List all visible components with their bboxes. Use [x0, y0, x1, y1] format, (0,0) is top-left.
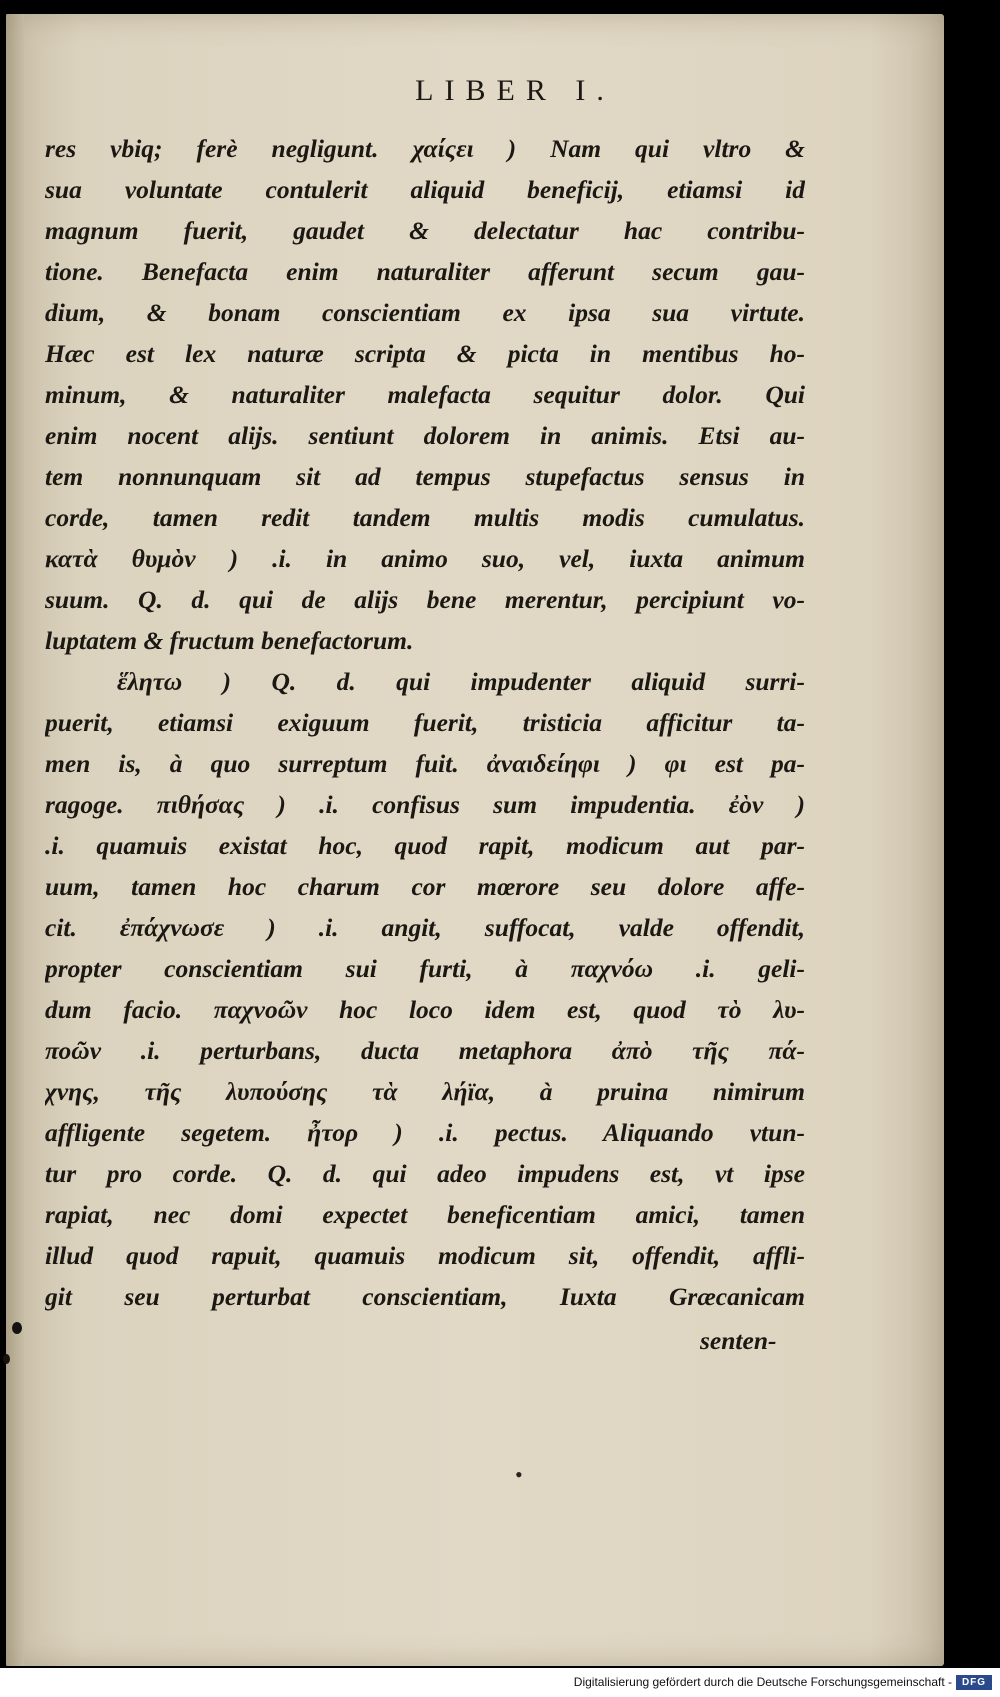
page-gutter-shadow	[6, 14, 24, 1666]
text-line: ragoge. πιθήσας ) .i. confisus sum impudentia. ἐὸν )	[45, 790, 805, 819]
text-line: suum. Q. d. qui de alijs bene merentur, percipiunt vo-	[45, 585, 805, 614]
text-line: uum, tamen hoc charum cor mœrore seu dolore affe-	[45, 872, 805, 901]
body-text	[45, 128, 805, 1317]
text-line: .i. quamuis existat hoc, quod rapit, modicum aut par-	[45, 831, 805, 860]
text-line: dium, & bonam conscientiam ex ipsa sua virtute.	[45, 298, 805, 327]
text-line: illud quod rapuit, quamuis modicum sit, offendit, affli-	[45, 1241, 805, 1270]
text-line: res vbiq; ferè negligunt. χαίςει ) Nam qui vltro &	[45, 134, 805, 163]
text-line: puerit, etiamsi exiguum fuerit, tristicia afficitur ta-	[45, 708, 805, 737]
text-line: git seu perturbat conscientiam, Iuxta Græcanicam	[45, 1282, 805, 1311]
text-line: luptatem & fructum benefactorum.	[45, 626, 414, 655]
dfg-logo: DFG	[956, 1675, 992, 1690]
margin-ink-spot	[3, 1354, 10, 1364]
text-line: cit. ἐπάχνωσε ) .i. angit, suffocat, valde offendit,	[45, 913, 805, 942]
catchword: senten-	[700, 1326, 777, 1355]
text-line: tur pro corde. Q. d. qui adeo impudens est, vt ipse	[45, 1159, 805, 1188]
text-line: ποῶν .i. perturbans, ducta metaphora ἀπὸ τῆς πά-	[45, 1036, 805, 1065]
text-line: ἕλητω ) Q. d. qui impudenter aliquid surri-	[117, 667, 805, 696]
text-line: tione. Benefacta enim naturaliter afferunt secum gau-	[45, 257, 805, 286]
text-line: Hæc est lex naturæ scripta & picta in mentibus ho-	[45, 339, 805, 368]
text-line: men is, à quo surreptum fuit. ἀναιδείηφι ) φι est pa-	[45, 749, 805, 778]
digitization-footer	[0, 1668, 1000, 1697]
text-line: enim nocent alijs. sentiunt dolorem in animis. Etsi au-	[45, 421, 805, 450]
margin-ink-spot	[12, 1322, 22, 1334]
running-head: LIBER I.	[415, 74, 615, 107]
text-line: minum, & naturaliter malefacta sequitur dolor. Qui	[45, 380, 805, 409]
signature-mark: •	[515, 1462, 523, 1487]
text-line: rapiat, nec domi expectet beneficentiam amici, tamen	[45, 1200, 805, 1229]
text-line: magnum fuerit, gaudet & delectatur hac contribu-	[45, 216, 805, 245]
text-line: dum facio. παχνοῶν hoc loco idem est, quod τὸ λυ-	[45, 995, 805, 1024]
text-line: χνης, τῆς λυπούσης τὰ λήϊα, à pruina nimirum	[45, 1077, 805, 1106]
funding-credit: Digitalisierung gefördert durch die Deutsche Forschungsgemeinschaft -	[573, 1675, 952, 1689]
text-line: κατὰ θυμὸν ) .i. in animo suo, vel, iuxta animum	[45, 544, 805, 573]
text-line: propter conscientiam sui furti, à παχνόω .i. geli-	[45, 954, 805, 983]
text-line: corde, tamen redit tandem multis modis cumulatus.	[45, 503, 805, 532]
text-line: tem nonnunquam sit ad tempus stupefactus sensus in	[45, 462, 805, 491]
text-line: sua voluntate contulerit aliquid beneficij, etiamsi id	[45, 175, 805, 204]
text-line: affligente segetem. ἦτορ ) .i. pectus. Aliquando vtun-	[45, 1118, 805, 1147]
